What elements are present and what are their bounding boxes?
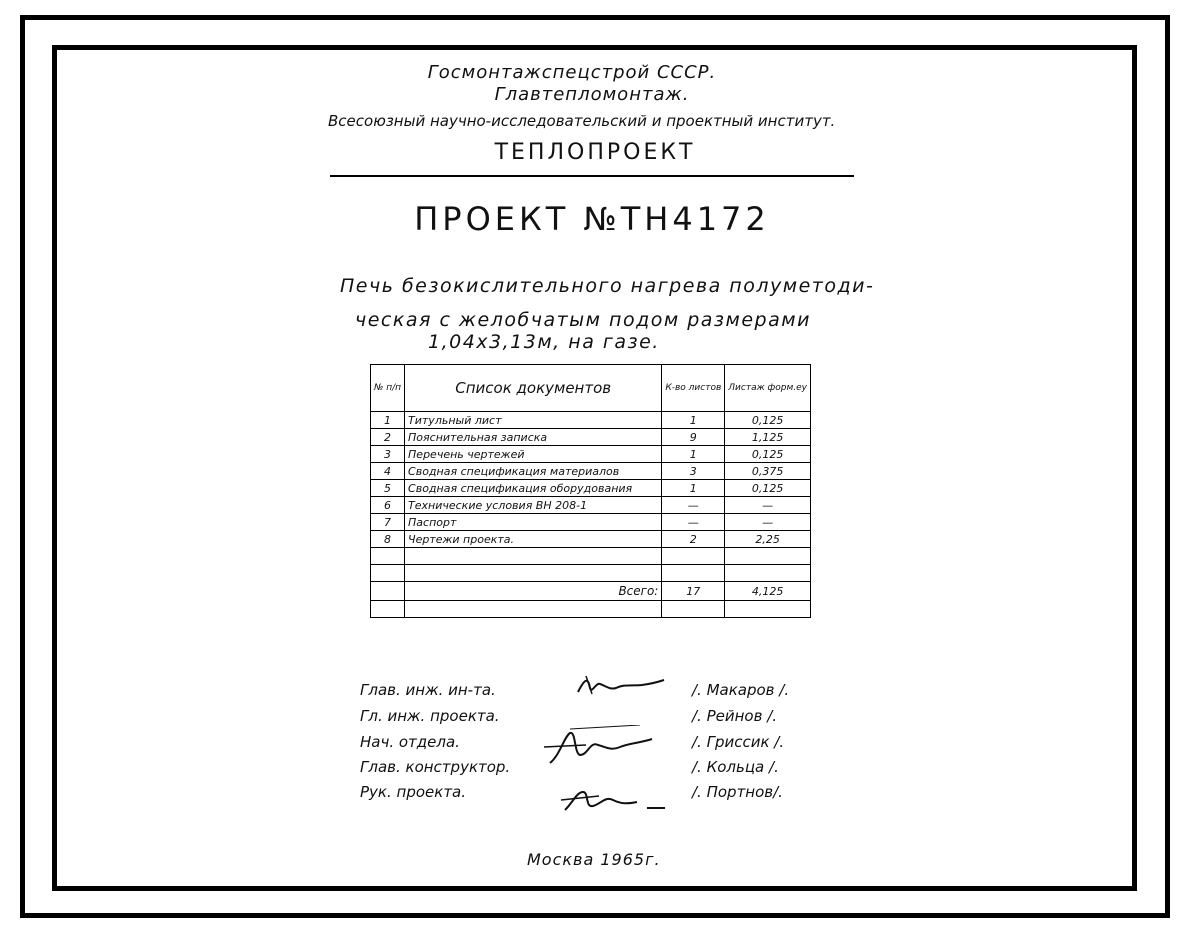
empty-cell [371,582,405,601]
empty-cell [725,548,811,565]
header-num: № п/п [371,365,405,412]
table-header-row [371,365,811,412]
row-sheets: 9 [662,429,725,446]
project-title-line-2: ческая с желобчатым подом размерами [355,309,811,331]
org-line-3: Всесоюзный научно-исследовательский и проектный институт. [328,112,836,130]
header-name: Список документов [405,365,662,412]
org-line-1: Госмонтажспецстрой СССР. [427,62,717,83]
signature-1 [570,670,670,700]
total-sheets: 17 [662,582,725,601]
project-title-line-3: 1,04х3,13м, на газе. [428,331,660,353]
row-sheets: — [662,514,725,531]
table-row [371,514,811,531]
signatory-role: Нач. отдела. [360,733,460,751]
row-name: Титульный лист [405,412,662,429]
header-divider [330,175,854,177]
empty-cell [725,601,811,618]
row-format: 0,375 [725,463,811,480]
table-row-empty [371,601,811,618]
row-num: 3 [371,446,405,463]
row-name: Пояснительная записка [405,429,662,446]
signatory-name: /. Макаров /. [692,681,790,699]
city-year: Москва 1965г. [527,850,661,869]
table-row-empty [371,548,811,565]
row-num: 8 [371,531,405,548]
total-format: 4,125 [725,582,811,601]
empty-cell [662,548,725,565]
row-num: 4 [371,463,405,480]
empty-cell [371,548,405,565]
row-sheets: — [662,497,725,514]
empty-cell [662,601,725,618]
signature-3 [555,782,675,817]
table-row [371,463,811,480]
row-name: Сводная спецификация оборудования [405,480,662,497]
row-format: 0,125 [725,480,811,497]
row-format: — [725,497,811,514]
row-format: 0,125 [725,412,811,429]
documents-table [370,364,811,618]
empty-cell [725,565,811,582]
signatory-role: Рук. проекта. [360,783,467,801]
row-format: 2,25 [725,531,811,548]
header-format: Листаж форм.еу [725,365,811,412]
row-num: 2 [371,429,405,446]
row-name: Технические условия ВН 208-1 [405,497,662,514]
row-format: — [725,514,811,531]
row-num: 5 [371,480,405,497]
signatory-role: Глав. инж. ин-та. [360,681,496,699]
signatory-name: /. Рейнов /. [692,707,778,725]
empty-cell [371,601,405,618]
signatory-name: /. Гриссик /. [692,733,785,751]
total-label: Всего: [405,582,662,601]
table-row [371,446,811,463]
signature-2 [540,725,660,770]
project-title-line-1: Печь безокислительного нагрева полуметоди- [340,275,875,297]
row-name: Перечень чертежей [405,446,662,463]
header-sheets: К-во листов [662,365,725,412]
empty-cell [405,565,662,582]
row-sheets: 1 [662,480,725,497]
row-sheets: 2 [662,531,725,548]
row-name: Сводная спецификация материалов [405,463,662,480]
institute-name: ТЕПЛОПРОЕКТ [494,140,696,165]
row-sheets: 1 [662,446,725,463]
row-num: 1 [371,412,405,429]
empty-cell [405,548,662,565]
table-row [371,429,811,446]
row-name: Паспорт [405,514,662,531]
empty-cell [405,601,662,618]
table-row [371,412,811,429]
empty-cell [371,565,405,582]
table-row [371,531,811,548]
row-sheets: 3 [662,463,725,480]
project-number: ПРОЕКТ №ТН4172 [414,200,770,238]
table-row-empty [371,565,811,582]
table-row [371,480,811,497]
row-num: 7 [371,514,405,531]
table-total-row [371,582,811,601]
signatory-role: Глав. конструктор. [360,758,511,776]
row-sheets: 1 [662,412,725,429]
row-num: 6 [371,497,405,514]
signatory-name: /. Портнов/. [692,783,783,801]
signatory-name: /. Кольца /. [692,758,779,776]
signatory-role: Гл. инж. проекта. [360,707,500,725]
row-name: Чертежи проекта. [405,531,662,548]
row-format: 0,125 [725,446,811,463]
table-row [371,497,811,514]
row-format: 1,125 [725,429,811,446]
empty-cell [662,565,725,582]
org-line-2: Главтепломонтаж. [494,84,690,105]
